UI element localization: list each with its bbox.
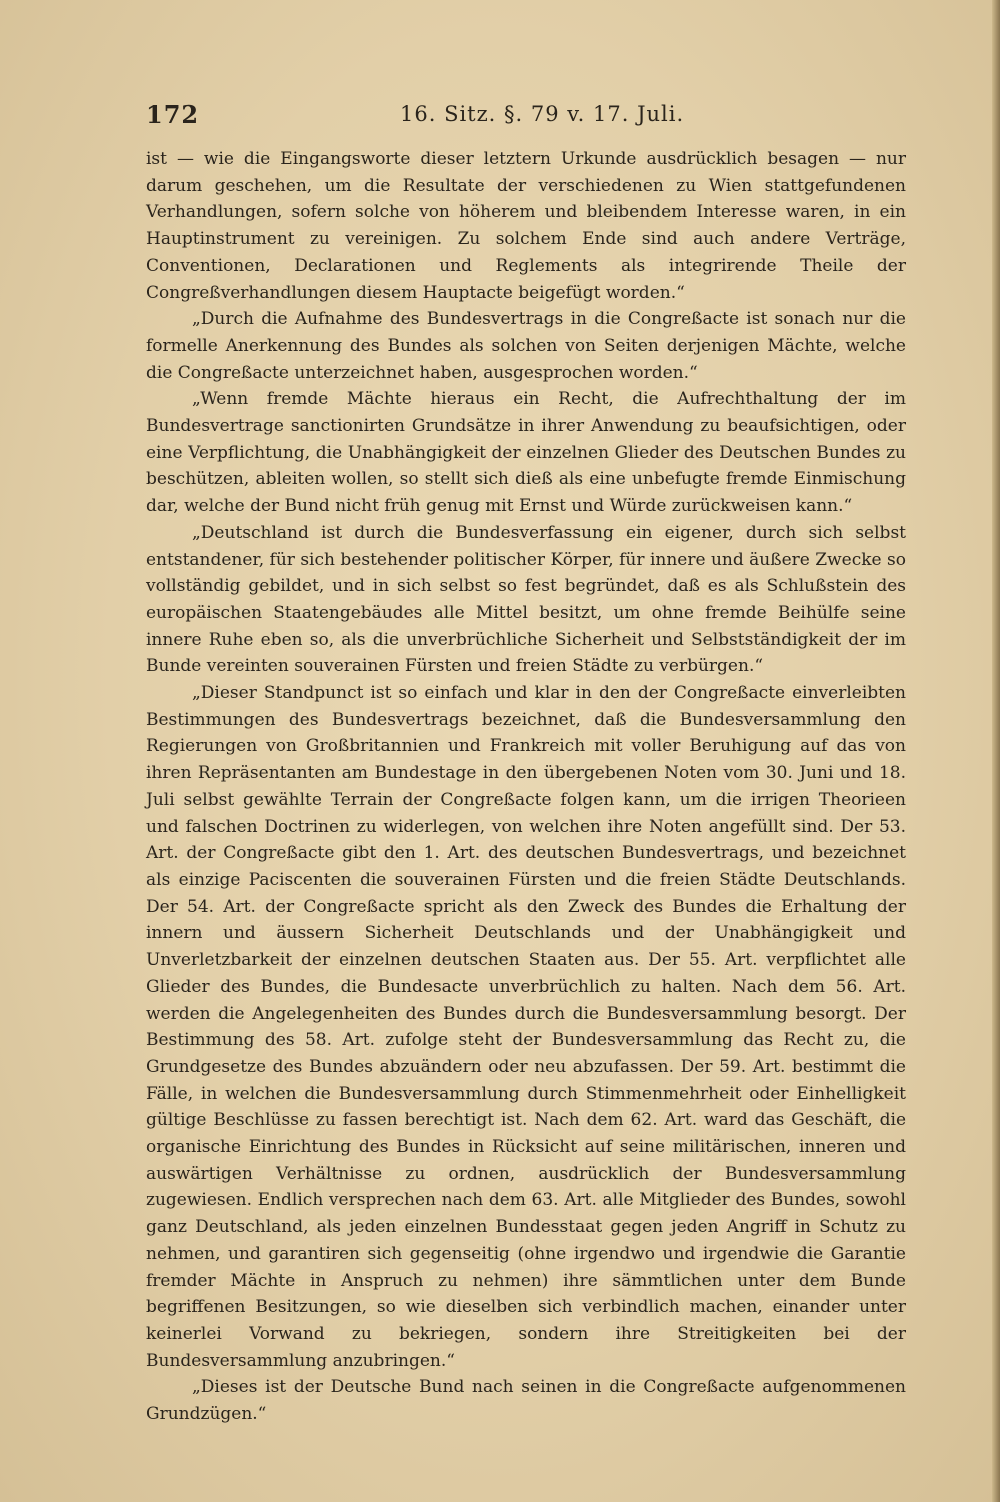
paragraph: „Dieser Standpunct ist so einfach und klar in den der Congreßacte einverleibten Bestimmungen des Bundesvertrags bezeichnet, daß die Bundesversammlung den Regierungen von Großbritannien und Frankreich mit voller Beruhigung auf das von ihren Repräsentanten am Bundestage in den übergebenen Noten vom 30. Juni und 18. Juli selbst gewählte Terrain der Congreßacte folgen kann, um die irrigen Theorieen und falschen Doctrinen zu widerlegen, von welchen ihre Noten angefüllt sind. Der 53. Art. der Congreßacte gibt den 1. Art. des deutschen Bundesvertrags, und bezeichnet als einzige Paciscenten die souverainen Fürsten und die freien Städte Deutschlands. Der 54. Art. der Congreßacte spricht als den Zweck des Bundes die Erhaltung der innern und äussern Sicherheit Deutschlands und der Unabhängigkeit und Unverletzbarkeit der einzelnen deutschen Staaten aus. Der 55. Art. verpflichtet alle Glieder des Bundes, die Bundesacte unverbrüchlich zu halten. Nach dem 56. Art. werden die Angelegenheiten des Bundes durch die Bundesversammlung besorgt. Der Bestimmung des 58. Art. zufolge steht der Bundesversammlung das Recht zu, die Grundgesetze des Bundes abzuändern oder neu abzufassen. Der 59. Art. bestimmt die Fälle, in welchen die Bundesversammlung durch Stimmenmehrheit oder Einhelligkeit gültige Beschlüsse zu fassen berechtigt ist. Nach dem 62. Art. ward das Geschäft, die organische Einrichtung des Bundes in Rücksicht auf seine militärischen, inneren und auswärtigen Verhältnisse zu ordnen, ausdrücklich der Bundesversammlung zugewiesen. Endlich versprechen nach dem 63. Art. alle Mitglieder des Bundes, sowohl ganz Deutschland, als jeden einzelnen Bundesstaat gegen jeden Angriff in Schutz zu nehmen, und garantiren sich gegenseitig (ohne irgendwo und irgendwie die Garantie fremder Mächte in Anspruch zu nehmen) ihre sämmtlichen unter dem Bunde begriffenen Besitzungen, so wie dieselben sich verbindlich machen, einander unter keinerlei Vorwand zu bekriegen, sondern ihre Streitigkeiten bei der Bundesversammlung anzubringen.“ [146, 683, 906, 1371]
page-edge [992, 0, 1000, 1502]
page-number: 172 [146, 100, 200, 129]
paragraph: „Durch die Aufnahme des Bundesvertrags in die Congreßacte ist sonach nur die formelle Anerkennung des Bundes als solchen von Seiten derjenigen Mächte, welche die Congreßacte unterzeichnet haben, ausgesprochen worden.“ [146, 309, 906, 383]
running-head: 16. Sitz. §. 79 v. 17. Juli. [400, 102, 685, 126]
paragraph-continued: ist — wie die Eingangsworte dieser letztern Urkunde ausdrücklich besagen — nur darum geschehen, um die Resultate der verschiedenen zu Wien stattgefundenen Verhandlungen, sofern solche von höherem und bleibendem Interesse waren, in ein Hauptinstrument zu vereinigen. Zu solchem Ende sind auch andere Verträge, Conventionen, Declarationen und Reglements als integrirende Theile der Congreßverhandlungen diesem Hauptacte beigefügt worden.“ [146, 149, 906, 303]
page-header [146, 98, 906, 138]
paragraph: „Deutschland ist durch die Bundesverfassung ein eigener, durch sich selbst entstandener, für sich bestehender politischer Körper, für innere und äußere Zwecke so vollständig gebildet, und in sich selbst so fest begründet, daß es als Schlußstein des europäischen Staatengebäudes alle Mittel besitzt, um ohne fremde Beihülfe seine innere Ruhe eben so, als die unverbrüchliche Sicherheit und Selbstständigkeit der im Bunde vereinten souverainen Fürsten und freien Städte zu verbürgen.“ [146, 522, 906, 677]
paragraph: „Dieses ist der Deutsche Bund nach seinen in die Congreßacte aufgenommenen Grundzügen.“ [146, 1377, 906, 1425]
body-text [146, 146, 906, 1428]
paragraph: „Wenn fremde Mächte hieraus ein Recht, die Aufrechthaltung der im Bundesvertrage sanctionirten Grundsätze in ihrer Anwendung zu beaufsichtigen, oder eine Verpflichtung, die Unabhängigkeit der einzelnen Glieder des Deutschen Bundes zu beschützen, ableiten wollen, so stellt sich dieß als eine unbefugte fremde Einmischung dar, welche der Bund nicht früh genug mit Ernst und Würde zurückweisen kann.“ [146, 389, 906, 517]
